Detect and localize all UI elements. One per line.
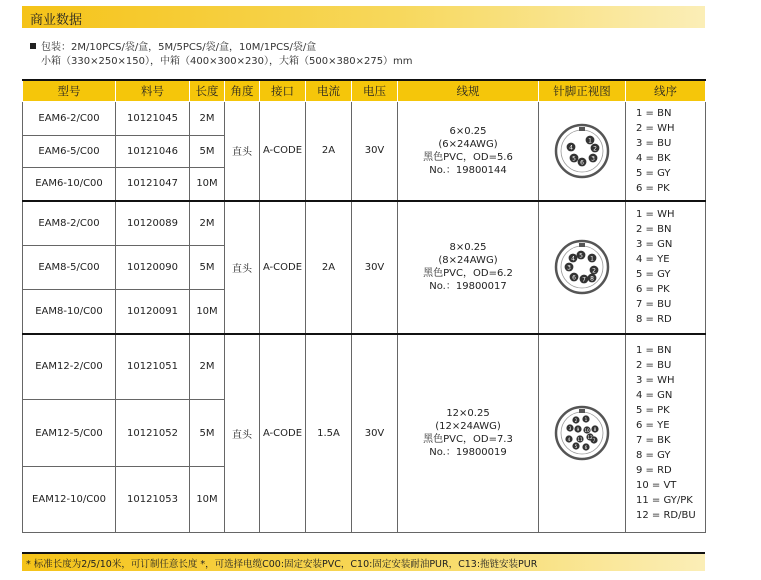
wire-sequence-line: 9 = RD [636, 465, 672, 477]
pin-number: 4 [567, 437, 571, 443]
connector-outline [556, 125, 608, 177]
wire-sequence-line: 6 = PK [636, 284, 670, 295]
pin-number: 1 [584, 417, 588, 423]
model-cell: EAM12-2/C00 [23, 334, 116, 400]
pin-number: 1 [588, 137, 592, 145]
wire-spec-cell [398, 334, 539, 533]
wire-sequence-line: 11 = GY/PK [636, 495, 693, 507]
column-header: 针脚正视图 [539, 80, 626, 102]
wire-sequence-line: 4 = GN [636, 390, 673, 402]
voltage-cell: 30V [352, 102, 398, 201]
connector-pin-diagram [550, 235, 614, 299]
part-number-cell: 10121045 [116, 102, 190, 136]
length-cell: 10M [190, 168, 225, 201]
wire-sequence-line: 4 = BK [636, 152, 671, 164]
wire-sequence-line: 2 = WH [636, 122, 675, 134]
wire-sequence-line: 8 = GY [636, 450, 671, 462]
product-table [22, 79, 706, 533]
pin-number: 2 [592, 267, 596, 275]
length-cell: 5M [190, 136, 225, 168]
column-header: 型号 [23, 80, 116, 102]
footnote-text: * 标准长度为2/5/10米，可订制任意长度 *，可选择电缆C00:固定安装PVC，C10:固定安装耐油PUR，C13:拖链安装PUR [26, 559, 538, 570]
pin [569, 254, 578, 263]
section-title: 商业数据 [30, 13, 83, 28]
wire-sequence-line: 1 = BN [636, 107, 672, 119]
pin [576, 436, 583, 443]
column-header: 电压 [352, 80, 398, 102]
pin [583, 427, 590, 434]
part-number-cell: 10121047 [116, 168, 190, 201]
coding-key [579, 127, 585, 131]
package-line-1: 包装：2M/10PCS/袋/盒，5M/5PCS/袋/盒，10M/1PCS/袋/盒 [30, 41, 413, 55]
table-header-row [23, 80, 706, 102]
pin [588, 254, 597, 263]
model-cell: EAM6-5/C00 [23, 136, 116, 168]
wire-spec-line: No.：19800144 [429, 164, 507, 176]
package-line-2: 小箱（330×250×150），中箱（400×300×230），大箱（500×380×275）mm [41, 56, 413, 67]
wire-spec-line: No.：19800017 [429, 281, 507, 292]
table-row [23, 201, 706, 246]
pin [582, 444, 589, 451]
wire-spec-line: 6×0.25 [449, 125, 487, 137]
wire-spec-line: (12×24AWG) [435, 421, 501, 433]
connector-outline [556, 241, 608, 293]
pin-number: 8 [590, 275, 594, 283]
pin [590, 266, 599, 275]
pin-number: 2 [593, 145, 597, 153]
interface-cell: A-CODE [260, 334, 306, 533]
wire-sequence-line: 10 = VT [636, 480, 677, 492]
voltage-cell: 30V [352, 201, 398, 334]
pin [591, 143, 600, 152]
pin [591, 426, 598, 433]
model-cell: EAM8-2/C00 [23, 201, 116, 246]
pin-number: 6 [580, 159, 584, 167]
part-number-cell: 10120091 [116, 290, 190, 334]
wire-sequence-line: 7 = BU [636, 299, 672, 310]
pin [570, 273, 579, 282]
wire-sequence-line: 4 = YE [636, 254, 670, 265]
pin [580, 275, 589, 284]
wire-spec-line: 12×0.25 [446, 408, 490, 420]
angle-cell: 直头 [225, 201, 260, 334]
connector-outline [556, 407, 608, 459]
pin [566, 425, 573, 432]
length-cell: 10M [190, 467, 225, 533]
wire-spec-line: 8×0.25 [449, 242, 487, 253]
pin [574, 426, 581, 433]
model-cell: EAM12-10/C00 [23, 467, 116, 533]
pin-number: 8 [593, 427, 597, 433]
column-header: 线序 [626, 80, 706, 102]
wire-sequence-line: 7 = BK [636, 435, 671, 447]
wire-sequence-line: 3 = WH [636, 375, 675, 387]
pin [572, 443, 579, 450]
wire-spec-cell [398, 201, 539, 334]
pin-number: 3 [567, 264, 571, 272]
length-cell: 5M [190, 400, 225, 467]
angle-cell: 直头 [225, 334, 260, 533]
footnote-bar [22, 552, 705, 571]
pin [577, 251, 586, 260]
part-number-cell: 10121052 [116, 400, 190, 467]
pin-number: 4 [571, 255, 575, 263]
angle-cell: 直头 [225, 102, 260, 201]
package-info [30, 41, 413, 69]
wire-sequence-line: 3 = BU [636, 137, 672, 149]
pin-number: 4 [569, 144, 573, 152]
model-cell: EAM8-5/C00 [23, 246, 116, 290]
current-cell: 1.5A [306, 334, 352, 533]
wire-sequence-line: 1 = BN [636, 345, 672, 357]
part-number-cell: 10120090 [116, 246, 190, 290]
pin-number: 7 [582, 276, 586, 284]
part-number-cell: 10120089 [116, 201, 190, 246]
length-cell: 2M [190, 334, 225, 400]
coding-key [579, 409, 585, 413]
pin [578, 157, 587, 166]
length-cell: 2M [190, 102, 225, 136]
section-banner [22, 6, 705, 28]
current-cell: 2A [306, 102, 352, 201]
column-header: 线规 [398, 80, 539, 102]
pin-number: 6 [584, 445, 588, 451]
wire-sequence-cell [626, 334, 706, 533]
connector-pin-diagram [550, 119, 614, 183]
voltage-cell: 30V [352, 334, 398, 533]
wire-sequence-cell [626, 201, 706, 334]
wire-sequence-line: 2 = BN [636, 224, 672, 235]
pin-view-cell [539, 334, 626, 533]
model-cell: EAM6-2/C00 [23, 102, 116, 136]
wire-spec-line: 黑色PVC，OD=5.6 [423, 151, 513, 163]
pin-number: 6 [572, 274, 576, 282]
wire-spec-line: (6×24AWG) [438, 138, 498, 150]
coding-key [579, 243, 585, 247]
wire-spec-cell [398, 102, 539, 201]
pin [565, 436, 572, 443]
pin [567, 142, 576, 151]
wire-sequence-line: 5 = GY [636, 269, 671, 280]
pin [586, 135, 595, 144]
table-row [23, 102, 706, 136]
pin [570, 153, 579, 162]
wire-sequence-line: 1 = WH [636, 209, 675, 220]
wire-sequence-line: 8 = RD [636, 314, 672, 325]
table-row [23, 334, 706, 400]
wire-sequence-line: 2 = BU [636, 360, 672, 372]
pin-number: 11 [577, 437, 583, 443]
wire-spec-line: No.：19800019 [429, 447, 507, 459]
wire-spec-line: 黑色PVC，OD=7.3 [423, 434, 513, 446]
pin [565, 263, 574, 272]
wire-sequence-line: 6 = PK [636, 182, 670, 194]
model-cell: EAM12-5/C00 [23, 400, 116, 467]
pin-view-cell [539, 102, 626, 201]
connector-pin-diagram [550, 401, 614, 465]
pin-number: 10 [584, 428, 590, 434]
interface-cell: A-CODE [260, 102, 306, 201]
pin-view-cell [539, 201, 626, 334]
pin [588, 274, 597, 283]
wire-sequence-line: 6 = YE [636, 420, 670, 432]
wire-sequence-line: 5 = PK [636, 405, 670, 417]
column-header: 长度 [190, 80, 225, 102]
model-cell: EAM6-10/C00 [23, 168, 116, 201]
pin [589, 153, 598, 162]
pin-number: 9 [576, 427, 580, 433]
wire-spec-line: (8×24AWG) [438, 255, 498, 266]
model-cell: EAM8-10/C00 [23, 290, 116, 334]
pin [572, 417, 579, 424]
pin-number: 7 [592, 438, 596, 444]
current-cell: 2A [306, 201, 352, 334]
length-cell: 2M [190, 201, 225, 246]
length-cell: 10M [190, 290, 225, 334]
part-number-cell: 10121046 [116, 136, 190, 168]
pin-number: 3 [568, 426, 572, 432]
wire-spec-line: 黑色PVC，OD=6.2 [423, 268, 513, 279]
wire-sequence-line: 12 = RD/BU [636, 510, 696, 522]
pin-number: 5 [579, 252, 583, 260]
pin-number: 3 [591, 155, 595, 163]
pin-number: 5 [574, 444, 578, 450]
pin [582, 416, 589, 423]
pin [586, 434, 593, 441]
pin-number: 12 [587, 435, 593, 441]
interface-cell: A-CODE [260, 201, 306, 334]
wire-sequence-cell [626, 102, 706, 201]
part-number-cell: 10121051 [116, 334, 190, 400]
part-number-cell: 10121053 [116, 467, 190, 533]
column-header: 角度 [225, 80, 260, 102]
column-header: 电流 [306, 80, 352, 102]
pin-number: 1 [590, 255, 594, 263]
wire-sequence-line: 3 = GN [636, 239, 673, 250]
wire-sequence-line: 5 = GY [636, 167, 671, 179]
column-header: 接口 [260, 80, 306, 102]
bullet-square-icon [30, 43, 36, 49]
pin-number: 5 [572, 155, 576, 163]
pin-number: 2 [574, 418, 578, 424]
column-header: 料号 [116, 80, 190, 102]
length-cell: 5M [190, 246, 225, 290]
